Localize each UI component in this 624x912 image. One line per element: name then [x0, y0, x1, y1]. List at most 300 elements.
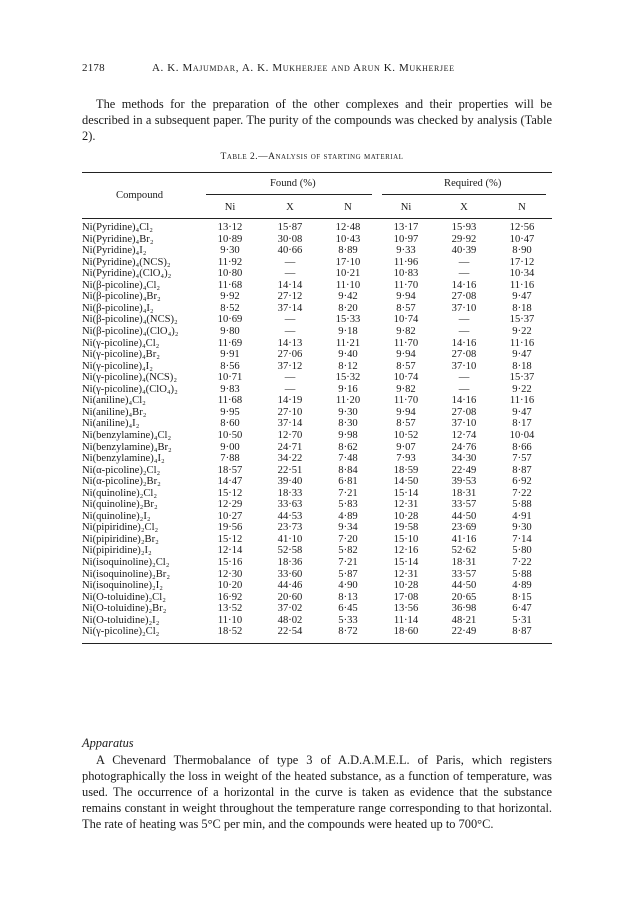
found-x-cell: 20·60: [277, 591, 303, 603]
compound-cell: Ni(isoquinoline)₂I₂: [82, 580, 163, 592]
found-n-cell: 5·82: [338, 545, 358, 557]
required-x-cell: 33·57: [451, 568, 477, 580]
found-ni-cell: 16·92: [217, 591, 243, 603]
required-x-cell: 22·49: [451, 464, 477, 476]
column-group-found: Found (%): [270, 178, 316, 189]
found-x-cell: 41·10: [277, 533, 303, 545]
found-n-cell: 5·33: [338, 614, 358, 626]
found-n-cell: 6·81: [338, 476, 358, 488]
column-group-required: Required (%): [444, 178, 502, 189]
compound-cell: Ni(pipiridine)₂I₂: [82, 545, 152, 557]
required-ni-cell: 10·28: [393, 510, 419, 522]
found-n-cell: 11·10: [335, 279, 361, 291]
found-ni-cell: 9·30: [220, 245, 240, 257]
found-n-cell: 7·21: [338, 557, 358, 568]
required-x-cell: —: [458, 383, 470, 395]
table-row: [82, 499, 552, 511]
required-ni-cell: 11·96: [393, 256, 419, 268]
required-ni-cell: 17·08: [393, 591, 419, 603]
found-ni-cell: 11·68: [217, 279, 243, 291]
required-ni-cell: 12·31: [393, 568, 419, 580]
found-n-cell: 7·21: [338, 487, 358, 499]
required-ni-cell: 9·82: [396, 325, 416, 337]
required-n-cell: 6·47: [512, 603, 532, 615]
required-x-cell: 37·10: [451, 302, 477, 314]
required-n-cell: 8·15: [512, 591, 532, 603]
table-row: [82, 511, 552, 523]
required-n-cell: 10·34: [509, 268, 535, 280]
found-x-cell: 39·40: [277, 476, 303, 488]
compound-cell: Ni(quinoline)₂I₂: [82, 510, 151, 522]
found-x-cell: 22·51: [277, 464, 303, 476]
table-row: [82, 361, 552, 373]
table-row: [82, 442, 552, 454]
required-x-cell: 37·10: [451, 360, 477, 372]
required-n-cell: 4·89: [512, 580, 532, 592]
found-ni-cell: 12·14: [217, 545, 243, 557]
column-header-compound: Compound: [116, 190, 164, 201]
required-ni-cell: 9·94: [396, 291, 416, 303]
found-x-cell: 27·06: [277, 349, 303, 361]
found-ni-cell: 15·12: [217, 487, 243, 499]
required-n-cell: 4·91: [512, 510, 532, 522]
table-row: [82, 280, 552, 292]
required-n-cell: 6·92: [512, 476, 532, 488]
table-row: [82, 615, 552, 627]
found-x-cell: 12·70: [277, 429, 303, 441]
compound-cell: Ni(aniline)₄I₂: [82, 418, 140, 430]
required-ni-cell: 19·58: [393, 522, 419, 534]
compound-cell: Ni(benzylamine)₄Br₂: [82, 441, 172, 453]
compound-cell: Ni(β-picoline)₄Cl₂: [82, 279, 161, 291]
found-ni-cell: 9·80: [220, 325, 240, 337]
required-ni-cell: 18·59: [393, 464, 419, 476]
table-row: [82, 384, 552, 396]
found-x-cell: 22·54: [277, 626, 303, 638]
required-x-cell: 37·10: [451, 418, 477, 430]
found-ni-cell: 10·27: [217, 510, 243, 522]
found-ni-cell: 10·50: [217, 429, 243, 441]
found-x-cell: 30·08: [277, 233, 303, 245]
found-group-rule: [206, 194, 372, 195]
required-ni-cell: 9·94: [396, 349, 416, 361]
table-row: [82, 522, 552, 534]
found-ni-cell: 19·56: [217, 522, 243, 534]
subcol-header: N: [518, 202, 526, 213]
compound-cell: Ni(Pyridine)₄(NCS)₂: [82, 256, 171, 268]
compound-cell: Ni(quinoline)₂Br₂: [82, 499, 158, 511]
required-n-cell: 5·88: [512, 568, 532, 580]
required-ni-cell: 7·93: [396, 453, 416, 464]
table-row: [82, 349, 552, 361]
found-ni-cell: 9·92: [220, 291, 240, 303]
required-ni-cell: 8·57: [396, 418, 416, 430]
table-row: [82, 465, 552, 477]
compound-cell: Ni(O-toluidine)₂Br₂: [82, 603, 167, 615]
required-n-cell: 11·16: [509, 395, 535, 407]
found-ni-cell: 18·57: [217, 464, 243, 476]
found-x-cell: 37·12: [277, 360, 303, 372]
table-row: [82, 372, 552, 384]
found-x-cell: —: [284, 383, 296, 395]
compound-cell: Ni(quinoline)₂Cl₂: [82, 487, 158, 499]
found-ni-cell: 11·69: [217, 337, 243, 349]
table-top-rule: [82, 172, 552, 173]
required-n-cell: 7·57: [512, 453, 532, 464]
compound-cell: Ni(benzylamine)₄Cl₂: [82, 429, 172, 441]
table-row: [82, 395, 552, 407]
table-row: [82, 291, 552, 303]
table-row: [82, 545, 552, 557]
required-x-cell: 44·50: [451, 510, 477, 522]
compound-cell: Ni(γ-picoline)₄I₂: [82, 360, 153, 372]
required-n-cell: 9·47: [512, 291, 532, 303]
required-n-cell: 9·47: [512, 349, 532, 361]
table-row: [82, 234, 552, 246]
required-n-cell: 7·22: [512, 487, 532, 499]
compound-cell: Ni(aniline)₄Br₂: [82, 406, 147, 418]
found-x-cell: —: [284, 256, 296, 268]
required-ni-cell: 11·14: [393, 614, 419, 626]
required-n-cell: 9·47: [512, 406, 532, 418]
compound-cell: Ni(Pyridine)₄I₂: [82, 245, 147, 257]
required-ni-cell: 11·70: [393, 337, 419, 349]
found-x-cell: 37·14: [277, 302, 303, 314]
compound-cell: Ni(β-picoline)₄(ClO₄)₂: [82, 325, 179, 337]
table-row: [82, 626, 552, 638]
found-ni-cell: 9·83: [220, 383, 240, 395]
required-ni-cell: 12·16: [393, 545, 419, 557]
required-n-cell: 9·22: [512, 325, 532, 337]
required-n-cell: 8·90: [512, 245, 532, 257]
table-row: [82, 407, 552, 419]
table-row: [82, 603, 552, 615]
required-x-cell: 52·62: [451, 545, 477, 557]
compound-cell: Ni(Pyridine)₄(ClO₄)₂: [82, 268, 172, 280]
found-n-cell: 11·20: [335, 395, 361, 407]
found-n-cell: 5·87: [338, 568, 358, 580]
found-ni-cell: 12·30: [217, 568, 243, 580]
required-ni-cell: 9·07: [396, 441, 416, 453]
required-ni-cell: 15·14: [393, 487, 419, 499]
found-x-cell: 24·71: [277, 441, 303, 453]
required-n-cell: 10·47: [509, 233, 535, 245]
found-x-cell: 48·02: [277, 614, 303, 626]
required-n-cell: 5·80: [512, 545, 532, 557]
compound-cell: Ni(α-picoline)₂Cl₂: [82, 464, 161, 476]
compound-cell: Ni(β-picoline)₄(NCS)₂: [82, 314, 178, 326]
compound-cell: Ni(isoquinoline)₂Br₂: [82, 568, 171, 580]
found-ni-cell: 15·16: [217, 557, 243, 568]
table-row: [82, 430, 552, 442]
found-n-cell: 5·83: [338, 499, 358, 511]
required-x-cell: 27·08: [451, 291, 477, 303]
apparatus-paragraph: A Chevenard Thermobalance of type 3 of A.D.A.M.E.L. of Paris, which registers photographically the loss in weight of the heated substance, as a function of temperature, was used. The occurrence of a horizontal in the curve is taken as evidence that the substance remains constant in weight throughout the temperature range corresponding to that horizontal. The rate of heating was 5°C per min, and the compounds were heated up to 700°C.: [82, 753, 552, 831]
compound-cell: Ni(β-picoline)₄Br₂: [82, 291, 161, 303]
found-x-cell: —: [284, 372, 296, 384]
found-n-cell: 17·10: [335, 256, 361, 268]
required-ni-cell: 9·94: [396, 406, 416, 418]
found-n-cell: 8·12: [338, 360, 358, 372]
found-n-cell: 8·30: [338, 418, 358, 430]
found-ni-cell: 8·56: [220, 360, 240, 372]
required-n-cell: 10·04: [509, 429, 535, 441]
required-ni-cell: 10·52: [393, 429, 419, 441]
compound-cell: Ni(γ-picoline)₂Cl₂: [82, 626, 160, 638]
required-ni-cell: 10·97: [393, 233, 419, 245]
found-n-cell: 7·20: [338, 533, 358, 545]
required-group-rule: [382, 194, 546, 195]
required-n-cell: 12·56: [509, 222, 535, 233]
found-x-cell: 18·33: [277, 487, 303, 499]
required-n-cell: 5·88: [512, 499, 532, 511]
found-ni-cell: 9·95: [220, 406, 240, 418]
found-n-cell: 15·33: [335, 314, 361, 326]
table-row: [82, 257, 552, 269]
table-row: [82, 476, 552, 488]
found-n-cell: 8·89: [338, 245, 358, 257]
required-n-cell: 9·22: [512, 383, 532, 395]
required-x-cell: 34·30: [451, 453, 477, 464]
found-x-cell: 33·60: [277, 568, 303, 580]
table-row: [82, 488, 552, 500]
required-x-cell: —: [458, 268, 470, 280]
compound-cell: Ni(isoquinoline)₂Cl₂: [82, 557, 170, 568]
required-ni-cell: 18·60: [393, 626, 419, 638]
required-x-cell: 15·93: [451, 222, 477, 233]
found-x-cell: —: [284, 268, 296, 280]
page-number: 2178: [82, 62, 105, 74]
required-n-cell: 7·14: [512, 533, 532, 545]
required-x-cell: 27·08: [451, 406, 477, 418]
required-x-cell: 22·49: [451, 626, 477, 638]
required-ni-cell: 10·74: [393, 372, 419, 384]
required-x-cell: 23·69: [451, 522, 477, 534]
required-ni-cell: 12·31: [393, 499, 419, 511]
subcol-header: X: [460, 202, 468, 213]
found-x-cell: 18·36: [277, 557, 303, 568]
table-row: [82, 268, 552, 280]
required-x-cell: 29·92: [451, 233, 477, 245]
found-n-cell: 7·48: [338, 453, 358, 464]
compound-cell: Ni(γ-picoline)₄Br₂: [82, 349, 160, 361]
subcol-header: N: [344, 202, 352, 213]
required-n-cell: 17·12: [509, 256, 535, 268]
table-row: [82, 338, 552, 350]
found-ni-cell: 10·69: [217, 314, 243, 326]
found-ni-cell: 15·12: [217, 533, 243, 545]
table-row: [82, 222, 552, 234]
found-n-cell: 9·34: [338, 522, 358, 534]
required-x-cell: 44·50: [451, 580, 477, 592]
found-x-cell: 14·19: [277, 395, 303, 407]
compound-cell: Ni(Pyridine)₄Cl₂: [82, 222, 153, 233]
found-n-cell: 4·90: [338, 580, 358, 592]
found-n-cell: 10·21: [335, 268, 361, 280]
found-ni-cell: 8·52: [220, 302, 240, 314]
table-row: [82, 418, 552, 430]
author-line: A. K. Majumdar, A. K. Mukherjee and Arun K. Mukherjee: [152, 62, 455, 74]
required-ni-cell: 11·70: [393, 279, 419, 291]
required-n-cell: 8·17: [512, 418, 532, 430]
required-ni-cell: 10·28: [393, 580, 419, 592]
found-n-cell: 9·42: [338, 291, 358, 303]
required-x-cell: 14·16: [451, 337, 477, 349]
required-n-cell: 7·22: [512, 557, 532, 568]
compound-cell: Ni(γ-picoline)₄(ClO₄)₂: [82, 383, 178, 395]
compound-cell: Ni(aniline)₄Cl₂: [82, 395, 146, 407]
required-x-cell: 27·08: [451, 349, 477, 361]
required-x-cell: —: [458, 325, 470, 337]
table-bottom-rule: [82, 643, 552, 644]
required-n-cell: 8·87: [512, 464, 532, 476]
required-ni-cell: 8·57: [396, 360, 416, 372]
required-ni-cell: 13·17: [393, 222, 419, 233]
found-n-cell: 9·16: [338, 383, 358, 395]
found-ni-cell: 12·29: [217, 499, 243, 511]
found-x-cell: —: [284, 314, 296, 326]
found-x-cell: —: [284, 325, 296, 337]
required-ni-cell: 15·14: [393, 557, 419, 568]
required-ni-cell: 14·50: [393, 476, 419, 488]
compound-cell: Ni(Pyridine)₄Br₂: [82, 233, 154, 245]
compound-cell: Ni(pipiridine)₂Cl₂: [82, 522, 159, 534]
found-n-cell: 9·30: [338, 406, 358, 418]
found-x-cell: 40·66: [277, 245, 303, 257]
compound-cell: Ni(O-toluidine)₂I₂: [82, 614, 160, 626]
found-x-cell: 44·46: [277, 580, 303, 592]
found-x-cell: 52·58: [277, 545, 303, 557]
found-ni-cell: 10·89: [217, 233, 243, 245]
required-ni-cell: 10·83: [393, 268, 419, 280]
compound-cell: Ni(α-picoline)₂Br₂: [82, 476, 161, 488]
required-ni-cell: 11·70: [393, 395, 419, 407]
required-x-cell: 41·16: [451, 533, 477, 545]
found-x-cell: 34·22: [277, 453, 303, 464]
intro-paragraph: The methods for the preparation of the other complexes and their properties will be described in a subsequent paper. The purity of the compounds was checked by analysis (Table 2).: [82, 97, 552, 143]
found-x-cell: 44·53: [277, 510, 303, 522]
found-n-cell: 15·32: [335, 372, 361, 384]
subcol-header: X: [286, 202, 294, 213]
required-x-cell: —: [458, 314, 470, 326]
found-ni-cell: 10·80: [217, 268, 243, 280]
required-x-cell: —: [458, 372, 470, 384]
found-n-cell: 9·40: [338, 349, 358, 361]
required-x-cell: 39·53: [451, 476, 477, 488]
found-n-cell: 9·98: [338, 429, 358, 441]
compound-cell: Ni(γ-picoline)₄Cl₂: [82, 337, 160, 349]
found-ni-cell: 8·60: [220, 418, 240, 430]
required-n-cell: 8·87: [512, 626, 532, 638]
table-row: [82, 592, 552, 604]
required-n-cell: 11·16: [509, 337, 535, 349]
found-n-cell: 9·18: [338, 325, 358, 337]
compound-cell: Ni(O-toluidine)₂Cl₂: [82, 591, 166, 603]
found-n-cell: 6·45: [338, 603, 358, 615]
found-x-cell: 14·13: [277, 337, 303, 349]
required-x-cell: 12·74: [451, 429, 477, 441]
found-ni-cell: 11·10: [217, 614, 243, 626]
found-ni-cell: 9·00: [220, 441, 240, 453]
subcol-header: Ni: [400, 202, 412, 213]
required-x-cell: 48·21: [451, 614, 477, 626]
required-ni-cell: 9·82: [396, 383, 416, 395]
required-x-cell: 14·16: [451, 279, 477, 291]
table-row: [82, 534, 552, 546]
compound-cell: Ni(γ-picoline)₄(NCS)₂: [82, 372, 178, 384]
required-ni-cell: 15·10: [393, 533, 419, 545]
required-x-cell: 36·98: [451, 603, 477, 615]
found-n-cell: 8·20: [338, 302, 358, 314]
found-ni-cell: 13·52: [217, 603, 243, 615]
found-n-cell: 12·48: [335, 222, 361, 233]
required-ni-cell: 13·56: [393, 603, 419, 615]
required-x-cell: —: [458, 256, 470, 268]
found-x-cell: 14·14: [277, 279, 303, 291]
subcol-header: Ni: [224, 202, 236, 213]
table-caption: Table 2.—Analysis of starting material: [220, 152, 404, 162]
found-ni-cell: 14·47: [217, 476, 243, 488]
found-x-cell: 33·63: [277, 499, 303, 511]
found-n-cell: 8·84: [338, 464, 358, 476]
found-x-cell: 15·87: [277, 222, 303, 233]
found-ni-cell: 10·71: [217, 372, 243, 384]
table-row: [82, 303, 552, 315]
table-row: [82, 314, 552, 326]
found-x-cell: 27·10: [277, 406, 303, 418]
required-n-cell: 8·18: [512, 360, 532, 372]
table-row: [82, 580, 552, 592]
found-ni-cell: 11·92: [217, 256, 243, 268]
found-ni-cell: 18·52: [217, 626, 243, 638]
required-n-cell: 8·18: [512, 302, 532, 314]
required-ni-cell: 10·74: [393, 314, 419, 326]
found-ni-cell: 10·20: [217, 580, 243, 592]
table-row: [82, 453, 552, 465]
required-n-cell: 9·30: [512, 522, 532, 534]
table-row: [82, 557, 552, 569]
required-x-cell: 20·65: [451, 591, 477, 603]
required-n-cell: 11·16: [509, 279, 535, 291]
found-ni-cell: 7·88: [220, 453, 240, 464]
compound-cell: Ni(pipiridine)₂Br₂: [82, 533, 159, 545]
found-x-cell: 37·02: [277, 603, 303, 615]
required-x-cell: 40·39: [451, 245, 477, 257]
compound-cell: Ni(benzylamine)₄I₂: [82, 453, 165, 464]
found-x-cell: 37·14: [277, 418, 303, 430]
found-n-cell: 8·72: [338, 626, 358, 638]
apparatus-heading: Apparatus: [82, 736, 134, 750]
found-n-cell: 10·43: [335, 233, 361, 245]
found-n-cell: 8·13: [338, 591, 358, 603]
required-n-cell: 15·37: [509, 372, 535, 384]
found-x-cell: 23·73: [277, 522, 303, 534]
required-ni-cell: 8·57: [396, 302, 416, 314]
required-x-cell: 24·76: [451, 441, 477, 453]
required-n-cell: 15·37: [509, 314, 535, 326]
required-x-cell: 18·31: [451, 557, 477, 568]
found-ni-cell: 13·12: [217, 222, 243, 233]
required-n-cell: 5·31: [512, 614, 532, 626]
header-bottom-rule: [82, 218, 552, 219]
found-n-cell: 4·89: [338, 510, 358, 522]
required-ni-cell: 9·33: [396, 245, 416, 257]
found-ni-cell: 9·91: [220, 349, 240, 361]
required-x-cell: 14·16: [451, 395, 477, 407]
required-x-cell: 33·57: [451, 499, 477, 511]
found-n-cell: 8·62: [338, 441, 358, 453]
found-x-cell: 27·12: [277, 291, 303, 303]
